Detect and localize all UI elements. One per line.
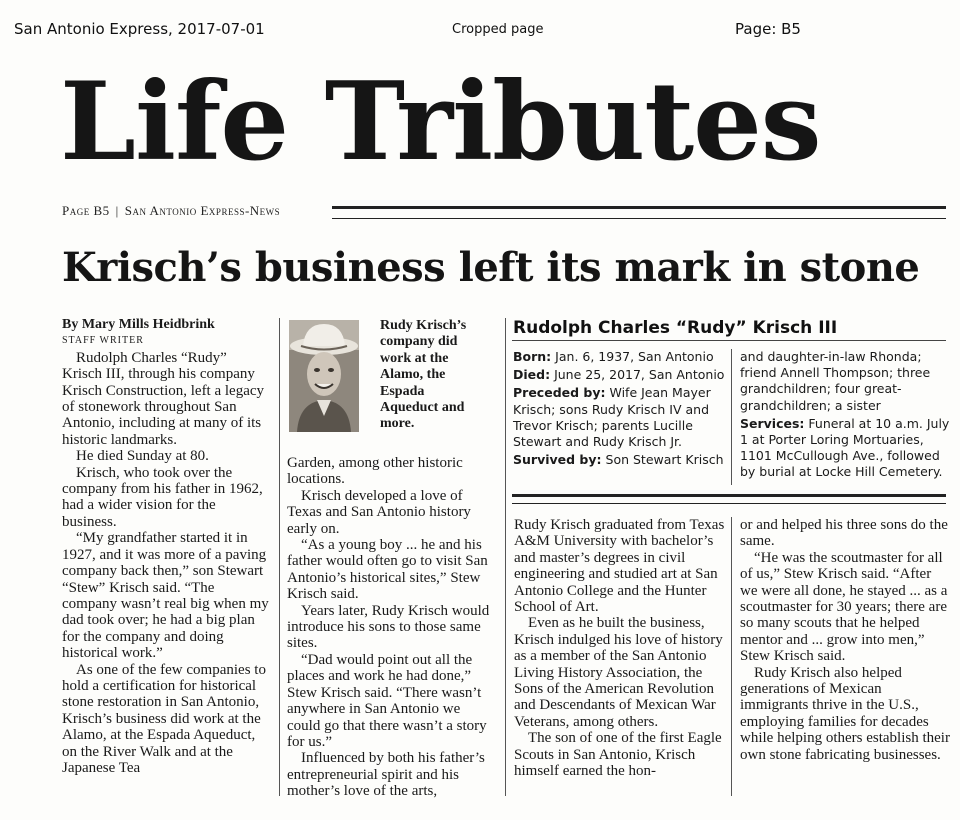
paragraph: Garden, among other historic locations.	[287, 455, 463, 488]
paragraph: Influenced by both his father’s entrepreneurial spirit and his mother’s love of the arts,	[287, 750, 485, 800]
preceded-line	[513, 385, 727, 450]
survived-label: Survived by:	[513, 452, 602, 468]
paragraph: Krisch, who took over the company from his father in 1962, had a wider vision for the business.	[62, 464, 263, 530]
born-line	[513, 349, 727, 365]
folio-rule	[332, 206, 946, 219]
photo-caption: Rudy Krisch’s company did work at the Alamo, the Espada Aqueduct and more.	[380, 318, 467, 432]
paragraph: Rudolph Charles “Rudy” Krisch III, through his company Krisch Construction, left a legacy of stonework throughout San Antonio, including at many of its historic landmarks.	[62, 349, 265, 448]
article-column-4	[740, 517, 950, 763]
paragraph: Rudy Krisch graduated from Texas A&M University with bachelor’s and master’s degrees in civil engineering and studied art at San Antonio College and the Hunter School of Art.	[514, 517, 725, 616]
died-label: Died:	[513, 367, 551, 383]
born-value: Jan. 6, 1937, San Antonio	[555, 349, 714, 364]
obituary-box-left	[513, 349, 727, 470]
article-column-1	[62, 317, 270, 776]
services-value: Funeral at 10 a.m. July 1 at Porter Loring Mortuaries, 1101 McCullough Ave., followed by burial at Locke Hill Cemetery.	[740, 415, 950, 480]
died-line	[513, 367, 727, 383]
folio-paper: San Antonio Express-News	[124, 203, 281, 218]
services-label: Services:	[740, 415, 805, 431]
crop-note: Cropped page	[452, 22, 544, 37]
portrait-photo	[289, 320, 359, 432]
services-line	[740, 416, 950, 481]
source-label: San Antonio Express, 2017-07-01	[14, 20, 265, 38]
column-divider	[505, 318, 506, 796]
paragraph: The son of one of the first Eagle Scouts in San Antonio, Krisch himself earned the hon-	[514, 730, 722, 780]
byline-role: STAFF WRITER	[62, 335, 144, 347]
survived-value: Son Stewart Krisch	[605, 452, 724, 468]
paragraph: or and helped his three sons do the same.	[740, 517, 948, 550]
page-label: Page: B5	[735, 20, 801, 38]
survived-continued: and daughter-in-law Rhonda; friend Annell Thompson; three grandchildren; four great-grandchildren; a sister	[740, 349, 931, 413]
preceded-label: Preceded by:	[513, 385, 606, 401]
paragraph: “As a young boy ... he and his father would often go to visit San Antonio’s historical sites,” Stew Krisch said.	[287, 537, 488, 603]
folio-separator: |	[115, 203, 119, 218]
paragraph: “Dad would point out all the places and work he had done,” Stew Krisch said. “There wasn’t anywhere in San Antonio we could go that there wasn’t a story for us.”	[287, 651, 487, 750]
box-divider	[731, 349, 732, 485]
survived-line	[513, 452, 727, 468]
box-bottom-rule	[512, 494, 946, 504]
paragraph: He died Sunday at 80.	[76, 448, 209, 465]
paragraph: Rudy Krisch also helped generations of Mexican immigrants thrive in the U.S., employing families for decades while helping others establish their own stone fabricating businesses.	[740, 664, 950, 763]
paragraph: “My grandfather started it in 1927, and it was more of a paving company back then,” son Stewart “Stew” Krisch said. “The company wasn’t real big when my dad took over; he had a big plan for the company and doing historical work.”	[62, 530, 269, 662]
section-masthead: Life Tributes	[60, 59, 821, 185]
folio-page: Page B5	[62, 203, 110, 218]
died-value: June 25, 2017, San Antonio	[554, 367, 725, 383]
obituary-box-right	[740, 349, 950, 483]
column-divider	[279, 318, 280, 796]
obituary-box-title: Rudolph Charles “Rudy” Krisch III	[513, 318, 838, 338]
article-headline: Krisch’s business left its mark in stone	[62, 244, 920, 291]
box-title-rule	[512, 340, 946, 341]
article-column-3	[514, 517, 726, 780]
preceded-value: Wife Jean Mayer Krisch; sons Rudy Krisch IV and Trevor Krisch; parents Lucille Stewart and Rudy Krisch Jr.	[513, 385, 711, 450]
paragraph: As one of the few companies to hold a certification for historical stone restoration in San Antonio, Krisch’s business did work at the Alamo, at the Espada Aqueduct, on the River Walk and at the Japanese Tea	[62, 661, 266, 776]
column-divider	[731, 517, 732, 796]
article-column-2	[287, 455, 495, 800]
portrait-illustration	[289, 320, 359, 432]
folio-line	[62, 203, 280, 219]
paragraph: Even as he built the business, Krisch indulged his love of history as a member of the San Antonio Living History Association, the Sons of the American Revolution and Descendants of Mexican War Veterans, among others.	[514, 615, 723, 730]
byline: By Mary Mills Heidbrink	[62, 317, 215, 332]
paragraph: Years later, Rudy Krisch would introduce his sons to those same sites.	[287, 602, 490, 652]
paragraph: Krisch developed a love of Texas and San Antonio history early on.	[287, 487, 471, 537]
paragraph: “He was the scoutmaster for all of us,” Stew Krisch said. “After we were all done, he stayed ... as a scoutmaster for 30 years; there are so many scouts that he helped mentor and ... grow into men,” Stew Krisch said.	[740, 549, 948, 665]
born-label: Born:	[513, 349, 552, 364]
